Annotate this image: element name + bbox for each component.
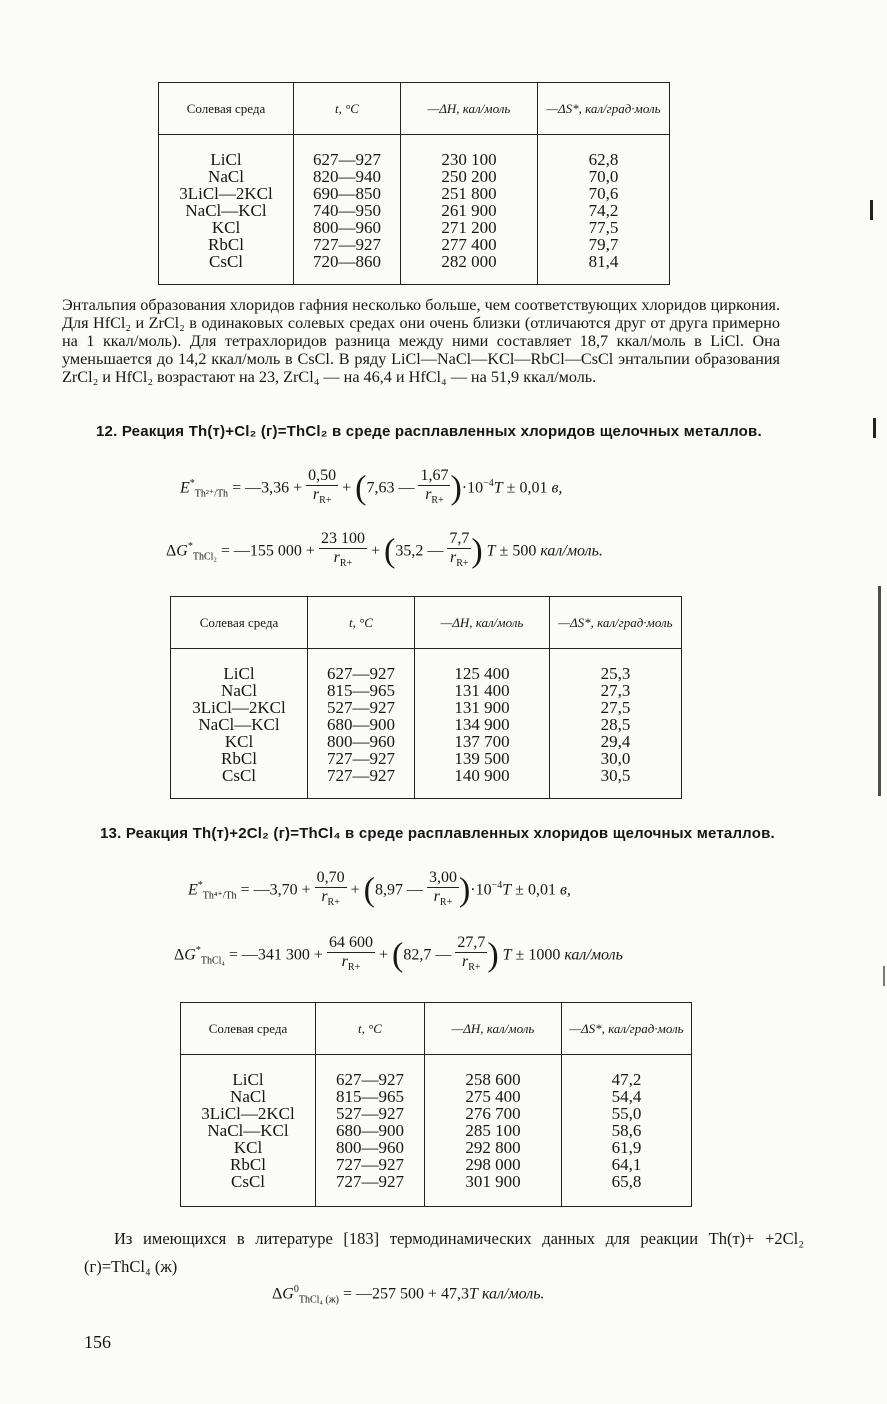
table-cell: 285 100 [465, 1121, 521, 1140]
table-cell: 727—927 [336, 1155, 404, 1174]
col-header-entropy: —ΔS*, кал/град·моль [538, 83, 670, 135]
table-cell: 527—927 [336, 1104, 404, 1123]
col-enthalpy-values [415, 649, 550, 799]
table-cell: 25,3 [600, 664, 631, 683]
table-cell: 815—965 [336, 1087, 404, 1106]
table-cell: 275 400 [465, 1087, 521, 1106]
table-cell: 740—950 [313, 201, 381, 220]
equation-potential-th2: $E^*_{Th^{2+}/Th}$ = —3,36 + $\frac{0,50}{r_{R+}}$ + (7,63 — $\frac{1,67}{r_{R+}}$ )$\cdot 10^{-4}T \pm 0,01$ в, [180, 467, 563, 507]
table-cell: 3LiCl—2KCl [179, 184, 273, 203]
table-cell: 261 900 [441, 201, 497, 220]
data-table-2 [170, 596, 682, 799]
table-cell: KCl [233, 1138, 263, 1157]
col-header-enthalpy: —ΔH, кал/моль [415, 597, 550, 649]
table-cell: 690—850 [313, 184, 381, 203]
table-cell: 64,1 [611, 1155, 642, 1174]
table-cell: 800—960 [336, 1138, 404, 1157]
table-cell: 30,5 [600, 766, 631, 785]
scan-artifact [873, 418, 876, 438]
col-header-temp: t, °C [294, 83, 401, 135]
table-cell: KCl [211, 218, 241, 237]
table-cell: NaCl—KCl [185, 201, 267, 220]
table-cell: 298 000 [465, 1155, 521, 1174]
table-cell: 627—927 [336, 1070, 404, 1089]
section-13-heading: 13. Реакция Th(т)+2Cl₂ (г)=ThCl₄ в среде расплавленных хлоридов щелочных металлов. [100, 825, 775, 842]
col-medium-values [159, 135, 294, 285]
table-cell: 62,8 [588, 150, 619, 169]
table-cell: RbCl [230, 1155, 266, 1174]
table-cell: 720—860 [313, 252, 381, 271]
table-cell: 77,5 [588, 218, 619, 237]
table-cell: 230 100 [441, 150, 497, 169]
table-cell: 292 800 [465, 1138, 521, 1157]
table-cell: CsCl [208, 252, 244, 271]
table-cell: 27,5 [600, 698, 631, 717]
col-header-enthalpy: —ΔH, кал/моль [425, 1003, 562, 1055]
table-cell: 70,0 [588, 167, 619, 186]
data-table-3 [180, 1002, 692, 1207]
table-cell: 54,4 [611, 1087, 642, 1106]
table-cell: RbCl [208, 235, 244, 254]
table-cell: 282 000 [441, 252, 497, 271]
table-cell: 680—900 [336, 1121, 404, 1140]
section-12-heading: 12. Реакция Th(т)+Cl₂ (г)=ThCl₂ в среде расплавленных хлоридов щелочных металлов. [96, 423, 762, 440]
table-cell: 131 400 [454, 681, 510, 700]
table-cell: NaCl [208, 167, 244, 186]
table-cell: 58,6 [611, 1121, 642, 1140]
table-cell: 727—927 [327, 749, 395, 768]
table-cell: 29,4 [600, 732, 631, 751]
table-cell: 271 200 [441, 218, 497, 237]
table-cell: LiCl [223, 664, 255, 683]
table-cell: 28,5 [600, 715, 631, 734]
col-header-temp: t, °C [308, 597, 415, 649]
table-cell: 815—965 [327, 681, 395, 700]
equation-gibbs-thcl4-liquid: $\Delta G^0_{ThCl_4 (ж)}$ = —257 500 + 47,3T кал/моль. [272, 1284, 545, 1306]
table-cell: LiCl [210, 150, 242, 169]
table-cell: 277 400 [441, 235, 497, 254]
table-cell: KCl [224, 732, 254, 751]
table-cell: 258 600 [465, 1070, 521, 1089]
table-cell: 125 400 [454, 664, 510, 683]
table-cell: RbCl [221, 749, 257, 768]
table-cell: 3LiCl—2KCl [192, 698, 286, 717]
table-cell: 47,2 [611, 1070, 642, 1089]
table-cell: 61,9 [611, 1138, 642, 1157]
table-cell: 800—960 [327, 732, 395, 751]
table-cell: NaCl—KCl [198, 715, 280, 734]
col-temp-values [308, 649, 415, 799]
col-temp-values [294, 135, 401, 285]
table-cell: NaCl—KCl [207, 1121, 289, 1140]
table-cell: 250 200 [441, 167, 497, 186]
equation-potential-th4: $E^*_{Th^{4+}/Th}$ = —3,70 + $\frac{0,70}{r_{R+}}$ + (8,97 — $\frac{3,00}{r_{R+}}$ )$\cdot 10^{-4}T \pm 0,01$ в, [188, 869, 571, 909]
table-cell: CsCl [221, 766, 257, 785]
equation-gibbs-thcl4: $\Delta G^*_{ThCl_4}$ = —341 300 + $\frac{64 600}{r_{R+}}$ + (82,7 — $\frac{27,7}{r_{R+}}$ ) T ± 1000 кал/моль [174, 934, 623, 974]
table-cell: 301 900 [465, 1172, 521, 1191]
table-cell: 55,0 [611, 1104, 642, 1123]
col-medium-values [181, 1055, 316, 1207]
table-cell: 74,2 [588, 201, 619, 220]
data-table-1 [158, 82, 670, 285]
col-header-temp: t, °C [316, 1003, 425, 1055]
paragraph-enthalpy-hafnium: Энтальпия образования хлоридов гафния несколько больше, чем соответствующих хлоридов циркония. Для HfCl₂ и ZrCl₂ в одинаковых солевых средах они очень близки (отличаются друг от друга примерно на 1 ккал/моль). Для тетрахлоридов разница между ними составляет 18,7 ккал/моль в LiCl. Она уменьшается до 14,2 ккал/моль в CsCl. В ряду LiCl—NaCl—KCl—RbCl—CsCl энтальпии образования ZrCl₂ и HfCl₂ возрастают на 23, ZrCl₄ — на 46,4 и HfCl₄ — на 51,9 ккал/моль. [62, 296, 780, 386]
table-cell: CsCl [230, 1172, 266, 1191]
table-cell: 134 900 [454, 715, 510, 734]
table-cell: 527—927 [327, 698, 395, 717]
col-entropy-values [550, 649, 682, 799]
table-cell: 276 700 [465, 1104, 521, 1123]
paragraph-literature-data: Из имеющихся в литературе [183] термодинамических данных для реакции Th(т)+ +2Cl₂ (г)=ThCl₄ (ж) [84, 1229, 804, 1276]
table-cell: 251 800 [441, 184, 497, 203]
table-cell: 70,6 [588, 184, 619, 203]
table-cell: 680—900 [327, 715, 395, 734]
scan-artifact [883, 966, 885, 986]
table-cell: NaCl [221, 681, 257, 700]
table-cell: 3LiCl—2KCl [201, 1104, 295, 1123]
col-enthalpy-values [401, 135, 538, 285]
table-cell: 139 500 [454, 749, 510, 768]
col-header-entropy: —ΔS*, кал/град·моль [562, 1003, 692, 1055]
table-cell: 140 900 [454, 766, 510, 785]
col-enthalpy-values [425, 1055, 562, 1207]
col-header-enthalpy: —ΔH, кал/моль [401, 83, 538, 135]
scan-artifact [878, 586, 881, 796]
table-cell: 727—927 [313, 235, 381, 254]
scan-artifact [870, 200, 873, 220]
table-cell: 30,0 [600, 749, 631, 768]
col-header-medium: Солевая среда [159, 83, 294, 135]
table-cell: 800—960 [313, 218, 381, 237]
col-header-medium: Солевая среда [171, 597, 308, 649]
col-medium-values [171, 649, 308, 799]
table-cell: 65,8 [611, 1172, 642, 1191]
equation-gibbs-thcl2: $\Delta G^*_{ThCl_2}$ = —155 000 + $\frac{23 100}{r_{R+}}$ + (35,2 — $\frac{7,7}{r_{R+}}$ ) T ± 500 кал/моль. [166, 530, 603, 570]
col-entropy-values [562, 1055, 692, 1207]
col-header-entropy: —ΔS*, кал/град·моль [550, 597, 682, 649]
table-cell: 627—927 [327, 664, 395, 683]
table-cell: 627—927 [313, 150, 381, 169]
table-cell: 820—940 [313, 167, 381, 186]
table-cell: 727—927 [327, 766, 395, 785]
page-number: 156 [84, 1332, 111, 1352]
table-cell: NaCl [230, 1087, 266, 1106]
table-cell: LiCl [232, 1070, 264, 1089]
col-entropy-values [538, 135, 670, 285]
col-header-medium: Солевая среда [181, 1003, 316, 1055]
table-cell: 137 700 [454, 732, 510, 751]
table-cell: 27,3 [600, 681, 631, 700]
table-cell: 131 900 [454, 698, 510, 717]
col-temp-values [316, 1055, 425, 1207]
table-cell: 79,7 [588, 235, 619, 254]
table-cell: 727—927 [336, 1172, 404, 1191]
table-cell: 81,4 [588, 252, 619, 271]
